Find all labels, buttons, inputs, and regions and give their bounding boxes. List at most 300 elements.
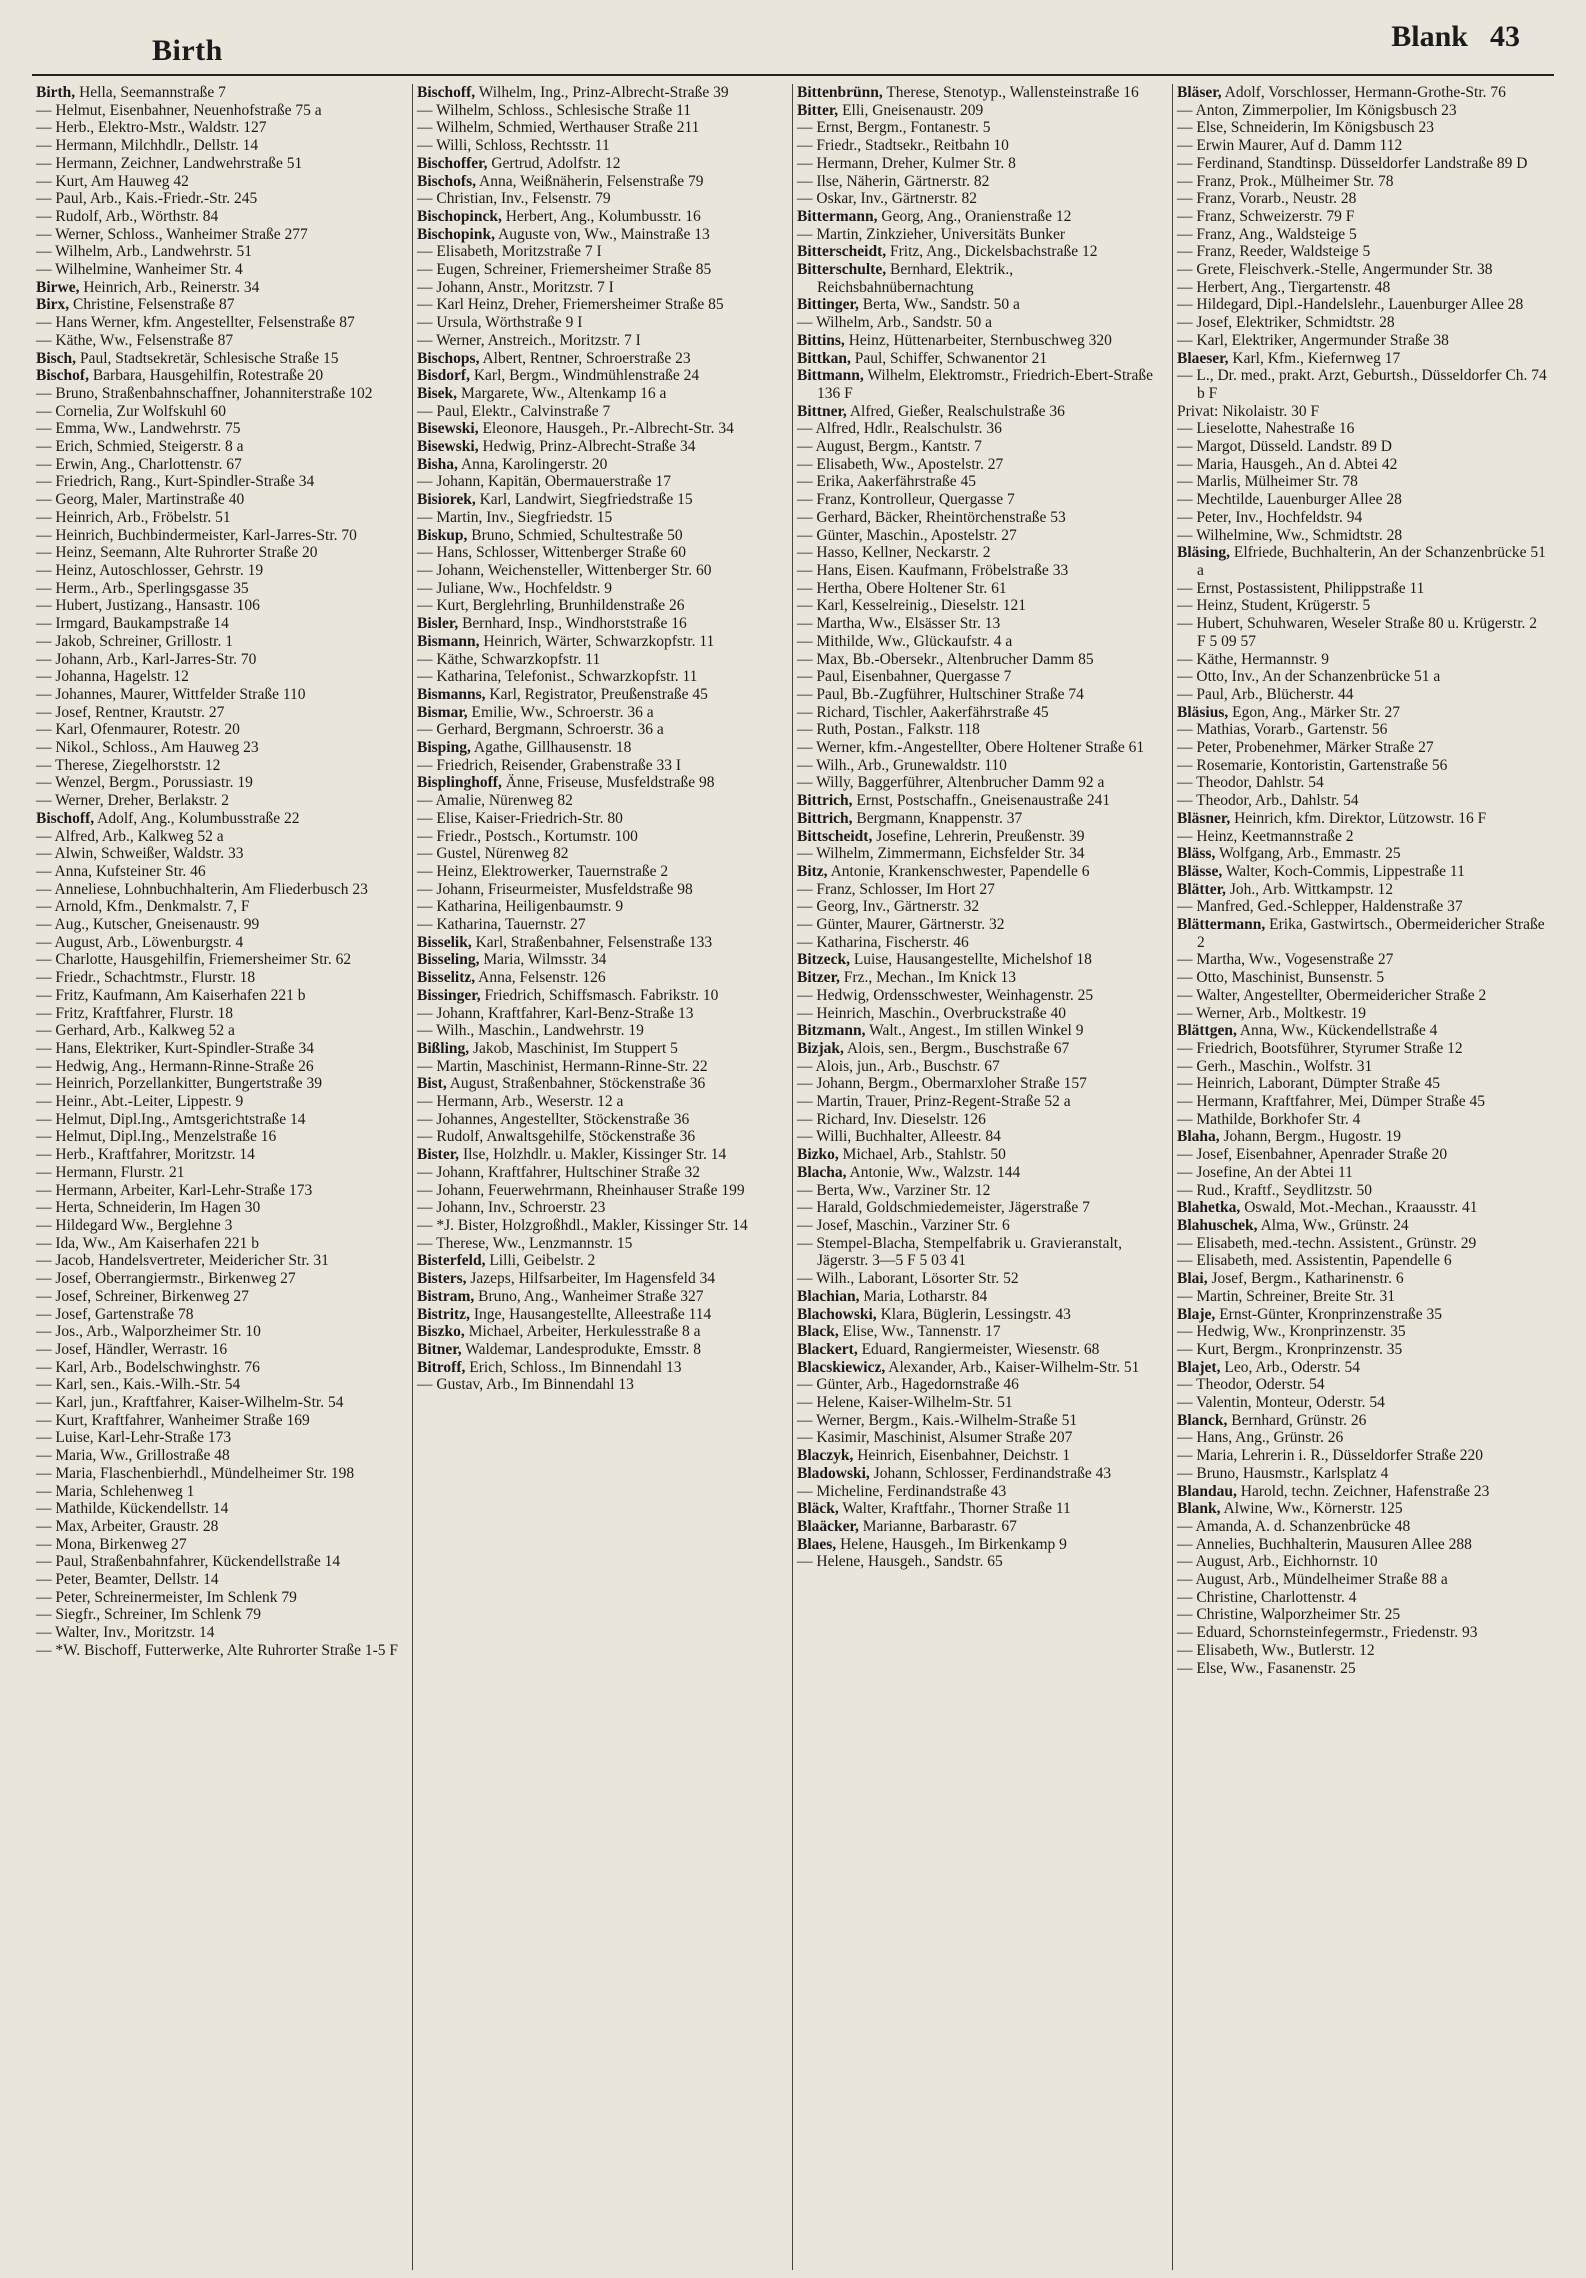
directory-entry: [797, 1447, 1168, 1465]
entry-text: Karl, Straßenbahner, Felsenstraße 133: [471, 933, 713, 951]
entry-text: — Marlis, Mülheimer Str. 78: [1177, 473, 1358, 491]
directory-subentry: [36, 1217, 408, 1235]
directory-subentry: [36, 845, 408, 863]
entry-text: Michael, Arbeiter, Herkulesstraße 8 a: [464, 1323, 701, 1341]
surname: Bistram,: [417, 1287, 475, 1305]
entry-text: Johann, Schlosser, Ferdinandstraße 43: [869, 1464, 1112, 1482]
directory-subentry: [36, 1553, 408, 1571]
directory-entry: [417, 1288, 788, 1306]
entry-text: — Alois, jun., Arb., Buschstr. 67: [797, 1057, 1000, 1075]
directory-subentry: [417, 828, 788, 846]
directory-subentry: [36, 633, 408, 651]
entry-text: — Maria, Flaschenbierhdl., Mündelheimer Str. 198: [36, 1464, 355, 1482]
directory-subentry: [1177, 757, 1548, 775]
entry-text: — Erwin Maurer, Auf d. Damm 112: [1177, 137, 1403, 155]
entry-text: — Johann, Bergm., Obermarxloher Straße 157: [797, 1075, 1087, 1093]
entry-text: — Aug., Kutscher, Gneisenaustr. 99: [36, 916, 260, 934]
directory-subentry: [797, 1199, 1168, 1217]
surname: Bisplinghoff,: [417, 774, 502, 792]
surname: Bisek,: [417, 384, 458, 402]
directory-subentry: [797, 934, 1168, 952]
entry-text: — Werner, Dreher, Berlakstr. 2: [36, 792, 230, 810]
directory-subentry: [36, 898, 408, 916]
entry-text: Alma, Ww., Grünstr. 24: [1257, 1217, 1409, 1234]
directory-entry: [797, 367, 1168, 402]
entry-text: Christine, Felsenstraße 87: [69, 296, 235, 314]
directory-subentry: [417, 651, 788, 669]
directory-subentry: [36, 562, 408, 580]
entry-text: — Johannes, Maurer, Wittfelder Straße 110: [36, 685, 306, 703]
entry-text: Hella, Seemannstraße 7: [75, 84, 226, 101]
directory-entry: [417, 987, 788, 1005]
surname: Bischofs,: [417, 172, 476, 190]
directory-subentry: [36, 828, 408, 846]
entry-text: — Alfred, Arb., Kalkweg 52 a: [36, 827, 224, 845]
entry-text: — Willy, Baggerführer, Altenbrucher Damm 92 a: [797, 774, 1105, 792]
surname: Bizjak,: [797, 1039, 844, 1057]
directory-subentry: [1177, 1040, 1548, 1058]
entry-text: — Josef, Eisenbahner, Apenrader Straße 20: [1177, 1146, 1448, 1164]
directory-subentry: [1177, 243, 1548, 261]
directory-subentry: [36, 173, 408, 191]
directory-subentry: [1177, 1323, 1548, 1341]
directory-subentry: [1177, 1376, 1548, 1394]
entry-text: Ernst, Postschaffn., Gneisenaustraße 241: [852, 792, 1111, 810]
entry-text: — Maria, Schlehenweg 1: [36, 1482, 195, 1500]
surname: Bitterschulte,: [797, 261, 887, 279]
directory-subentry: [797, 757, 1168, 775]
directory-entry: [417, 633, 788, 651]
entry-text: Jazeps, Hilfsarbeiter, Im Hagensfeld 34: [466, 1270, 716, 1288]
entry-text: — Mathilde, Kückendellstr. 14: [36, 1500, 229, 1518]
entry-text: — Josef, Elektriker, Schmidtstr. 28: [1177, 314, 1395, 332]
surname: Bisch,: [36, 349, 77, 367]
column-2: [412, 84, 792, 2270]
entry-text: Wolfgang, Arb., Emmastr. 25: [1215, 845, 1401, 863]
surname: Blaha,: [1177, 1128, 1220, 1146]
entry-text: — Siegfr., Schreiner, Im Schlenk 79: [36, 1606, 261, 1624]
entry-text: Bruno, Ang., Wanheimer Straße 327: [474, 1287, 704, 1305]
surname: Blahetka,: [1177, 1199, 1241, 1217]
entry-text: — Richard, Tischler, Aakerfährstraße 45: [797, 703, 1049, 721]
directory-subentry: [417, 190, 788, 208]
directory-subentry: [797, 686, 1168, 704]
entry-text: — *J. Bister, Holzgroßhdl., Makler, Kissinger Str. 14: [417, 1217, 748, 1234]
entry-text: — Franz, Prok., Mülheimer Str. 78: [1177, 172, 1394, 190]
directory-entry: [797, 792, 1168, 810]
directory-entry: [1177, 863, 1548, 881]
entry-text: — Wilh., Maschin., Landwehrstr. 19: [417, 1022, 644, 1040]
entry-text: — Josef, Rentner, Krautstr. 27: [36, 703, 225, 721]
directory-subentry: [797, 1128, 1168, 1146]
directory-subentry: [1177, 527, 1548, 545]
directory-subentry: [1177, 1005, 1548, 1023]
entry-text: — Max, Arbeiter, Graustr. 28: [36, 1517, 219, 1535]
entry-text: — Peter, Schreinermeister, Im Schlenk 79: [36, 1588, 297, 1606]
entry-text: August, Straßenbahner, Stöckenstraße 36: [446, 1075, 706, 1093]
entry-text: — Kasimir, Maschinist, Alsumer Straße 207: [797, 1429, 1073, 1447]
directory-entry: [417, 527, 788, 545]
entry-text: — Johann, Kraftfahrer, Hultschiner Straße 32: [417, 1163, 701, 1181]
entry-text: — Friedr., Schachtmstr., Flurstr. 18: [36, 969, 256, 987]
directory-entry: [417, 1252, 788, 1270]
directory-subentry: [417, 562, 788, 580]
directory-subentry: [797, 1270, 1168, 1288]
entry-text: — Helene, Kaiser-Wilhelm-Str. 51: [797, 1394, 1013, 1412]
entry-text: — Else, Schneiderin, Im Königsbusch 23: [1177, 119, 1435, 137]
directory-subentry: [36, 1164, 408, 1182]
entry-text: — Alwin, Schweißer, Waldstr. 33: [36, 845, 244, 863]
directory-entry: [797, 1536, 1168, 1554]
directory-subentry: [1177, 1146, 1548, 1164]
entry-text: — Werner, Bergm., Kais.-Wilhelm-Straße 51: [797, 1411, 1078, 1429]
directory-entry: [797, 1164, 1168, 1182]
entry-text: — August, Arb., Löwenburgstr. 4: [36, 933, 244, 951]
directory-subentry: [1177, 828, 1548, 846]
entry-text: — Hermann, Milchhdlr., Dellstr. 14: [36, 137, 259, 155]
directory-subentry: [417, 279, 788, 297]
directory-entry: [36, 810, 408, 828]
entry-text: — Anneliese, Lohnbuchhalterin, Am Fliederbusch 23: [36, 880, 368, 898]
directory-subentry: [36, 385, 408, 403]
entry-text: — Anna, Kufsteiner Str. 46: [36, 862, 206, 880]
entry-text: — Günter, Maschin., Apostelstr. 27: [797, 526, 1017, 544]
directory-subentry: [417, 1093, 788, 1111]
entry-text: — Amanda, A. d. Schanzenbrücke 48: [1177, 1517, 1411, 1535]
entry-text: — *W. Bischoff, Futterwerke, Alte Ruhrorter Straße 1-5 F: [36, 1641, 399, 1659]
entry-text: — Katharina, Heiligenbaumstr. 9: [417, 898, 624, 916]
entry-text: — Josef, Oberrangiermstr., Birkenweg 27: [36, 1270, 296, 1288]
entry-text: — Wilh., Arb., Grunewaldstr. 110: [797, 756, 1007, 774]
directory-subentry: [1177, 473, 1548, 491]
entry-text: — Otto, Inv., An der Schanzenbrücke 51 a: [1177, 668, 1441, 686]
entry-text: — Karl, Ofenmaurer, Rotestr. 20: [36, 721, 240, 739]
entry-text: — Käthe, Hermannstr. 9: [1177, 650, 1329, 668]
directory-entry: [797, 350, 1168, 368]
entry-text: — Herbert, Ang., Tiergartenstr. 48: [1177, 278, 1391, 296]
directory-entry: [797, 1465, 1168, 1483]
directory-subentry: [36, 1022, 408, 1040]
directory-subentry: [797, 491, 1168, 509]
entry-text: — Peter, Beamter, Dellstr. 14: [36, 1571, 219, 1589]
directory-subentry: [1177, 137, 1548, 155]
directory-subentry: [797, 314, 1168, 332]
surname: Bischoffer,: [417, 154, 488, 172]
directory-subentry: [1177, 615, 1548, 650]
entry-text: — Jos., Arb., Walporzheimer Str. 10: [36, 1323, 261, 1341]
directory-subentry: [1177, 367, 1548, 402]
entry-text: — Annelies, Buchhalterin, Mausuren Allee 288: [1177, 1535, 1472, 1553]
entry-text: — Mechtilde, Lauenburger Allee 28: [1177, 491, 1402, 509]
directory-subentry: [1177, 580, 1548, 598]
entry-text: Karl, Kfm., Kiefernweg 17: [1228, 349, 1401, 367]
surname: Bitz,: [797, 862, 828, 880]
surname: Blaäcker,: [797, 1517, 859, 1535]
entry-text: — Mathilde, Borkhofer Str. 4: [1177, 1110, 1361, 1128]
entry-text: — Ferdinand, Standtinsp. Düsseldorfer Landstraße 89 D: [1177, 154, 1528, 172]
directory-entry: [36, 84, 408, 102]
directory-entry: [417, 1146, 788, 1164]
directory-subentry: [1177, 1660, 1548, 1678]
entry-text: Lilli, Geibelstr. 2: [485, 1252, 596, 1270]
entry-text: — Hubert, Schuhwaren, Weseler Straße 80 u. Krügerstr. 2 F 5 09 57: [1177, 615, 1538, 650]
directory-subentry: [36, 1199, 408, 1217]
surname: Blaes,: [797, 1535, 837, 1553]
entry-text: — Willi, Schloss, Rechtsstr. 11: [417, 137, 610, 155]
directory-subentry: [1177, 119, 1548, 137]
entry-text: Waldemar, Landesprodukte, Emsstr. 8: [461, 1340, 701, 1358]
entry-text: — Heinrich, Arb., Fröbelstr. 51: [36, 508, 231, 526]
directory-entry: [417, 367, 788, 385]
surname: Birx,: [36, 296, 70, 314]
directory-subentry: [36, 190, 408, 208]
entry-text: — Hans, Elektriker, Kurt-Spindler-Straße 34: [36, 1039, 315, 1057]
entry-text: Anna, Ww., Kückendellstraße 4: [1236, 1022, 1438, 1040]
directory-subentry: [1177, 1553, 1548, 1571]
directory-entry: [797, 1323, 1168, 1341]
entry-text: Herbert, Ang., Kolumbusstr. 16: [501, 207, 701, 225]
entry-text: — Johann, Friseurmeister, Musfeldstraße 98: [417, 880, 693, 898]
surname: Bissinger,: [417, 986, 481, 1004]
entry-text: Albert, Rentner, Schroerstraße 23: [479, 349, 691, 367]
entry-text: — Herb., Kraftfahrer, Moritzstr. 14: [36, 1146, 255, 1164]
surname: Bittins,: [797, 331, 845, 349]
directory-entry: [1177, 916, 1548, 951]
surname: Blaeser,: [1177, 349, 1229, 367]
directory-subentry: [36, 704, 408, 722]
entry-text: — Peter, Probenehmer, Märker Straße 27: [1177, 739, 1434, 757]
directory-subentry: [1177, 1571, 1548, 1589]
entry-text: Johann, Bergm., Hugostr. 19: [1219, 1128, 1402, 1146]
directory-subentry: [36, 1483, 408, 1501]
directory-entry: [417, 1270, 788, 1288]
directory-subentry: [417, 1182, 788, 1200]
entry-text: Josefine, Lehrerin, Preußenstr. 39: [872, 827, 1085, 845]
directory-subentry: [1177, 898, 1548, 916]
directory-entry: [797, 1288, 1168, 1306]
entry-text: — Elisabeth, med.-techn. Assistent., Grünstr. 29: [1177, 1234, 1477, 1252]
surname: Bittenbrünn,: [797, 84, 883, 101]
directory-subentry: [36, 916, 408, 934]
entry-text: — Manfred, Ged.-Schlepper, Haldenstraße 37: [1177, 898, 1463, 916]
directory-subentry: [417, 757, 788, 775]
directory-subentry: [797, 456, 1168, 474]
directory-subentry: [1177, 102, 1548, 120]
entry-text: — Hasso, Kellner, Neckarstr. 2: [797, 544, 991, 562]
surname: Blai,: [1177, 1270, 1208, 1288]
directory-subentry: [417, 792, 788, 810]
surname: Blank,: [1177, 1500, 1221, 1518]
directory-subentry: [1177, 1447, 1548, 1465]
surname: Bischops,: [417, 349, 480, 367]
entry-text: — Georg, Inv., Gärtnerstr. 32: [797, 898, 980, 916]
directory-subentry: [36, 438, 408, 456]
entry-text: Inge, Hausangestellte, Alleestraße 114: [469, 1305, 712, 1323]
entry-text: — Berta, Ww., Varziner Str. 12: [797, 1181, 991, 1199]
directory-subentry: [36, 456, 408, 474]
directory-subentry: [417, 509, 788, 527]
directory-entry: [797, 1518, 1168, 1536]
surname: Bisler,: [417, 615, 459, 633]
directory-subentry: [1177, 314, 1548, 332]
directory-subentry: [36, 509, 408, 527]
directory-subentry: [417, 403, 788, 421]
surname: Blanck,: [1177, 1411, 1228, 1429]
surname: Bläsner,: [1177, 809, 1231, 827]
entry-text: Bernhard, Insp., Windhorststraße 16: [458, 615, 687, 633]
directory-subentry: [797, 1217, 1168, 1235]
entry-text: Walt., Angest., Im stillen Winkel 9: [865, 1022, 1084, 1040]
directory-entry: [1177, 544, 1548, 579]
surname: Bisseling,: [417, 951, 480, 969]
directory-subentry: [36, 1359, 408, 1377]
entry-text: — Hertha, Obere Holtener Str. 61: [797, 579, 1007, 597]
directory-subentry: [417, 544, 788, 562]
directory-subentry: [417, 863, 788, 881]
directory-subentry: [36, 1146, 408, 1164]
entry-text: — Katharina, Telefonist., Schwarzkopfstr. 11: [417, 668, 698, 686]
surname: Bister,: [417, 1146, 460, 1164]
directory-subentry: [417, 580, 788, 598]
entry-text: — Josef, Händler, Werrastr. 16: [36, 1340, 228, 1358]
directory-entry: [417, 155, 788, 173]
surname: Bisters,: [417, 1270, 467, 1288]
surname: Blandau,: [1177, 1482, 1237, 1500]
directory-subentry: [1177, 1589, 1548, 1607]
surname: Birth,: [36, 84, 76, 101]
directory-subentry: [36, 739, 408, 757]
surname: Bisiorek,: [417, 491, 476, 509]
entry-text: — Nikol., Schloss., Am Hauweg 23: [36, 739, 259, 757]
entry-text: — Wenzel, Bergm., Porussiastr. 19: [36, 774, 253, 792]
entry-text: Klara, Büglerin, Lessingstr. 43: [876, 1305, 1071, 1323]
directory-entry: [417, 173, 788, 191]
entry-text: — Wilhelm, Schloss., Schlesische Straße 11: [417, 101, 692, 119]
directory-subentry: [1177, 792, 1548, 810]
surname: Biszko,: [417, 1323, 465, 1341]
directory-entry: [417, 615, 788, 633]
entry-text: — Maria, Hausgeh., An d. Abtei 42: [1177, 455, 1398, 473]
directory-subentry: [797, 580, 1168, 598]
entry-text: — Heinz, Seemann, Alte Ruhrorter Straße 20: [36, 544, 318, 562]
directory-entry: [797, 1022, 1168, 1040]
surname: Bischoff,: [36, 809, 95, 827]
entry-text: — Fritz, Kraftfahrer, Flurstr. 18: [36, 1004, 233, 1022]
directory-subentry: [36, 597, 408, 615]
entry-text: — Gerhard, Bäcker, Rheintörchenstraße 53: [797, 508, 1066, 526]
directory-entry: [36, 279, 408, 297]
entry-text: — Hermann, Arbeiter, Karl-Lehr-Straße 173: [36, 1181, 313, 1199]
directory-subentry: [36, 102, 408, 120]
entry-text: — Martin, Schreiner, Breite Str. 31: [1177, 1287, 1396, 1305]
entry-text: Friedrich, Schiffsmasch. Fabrikstr. 10: [480, 986, 719, 1004]
directory-entry: [1177, 1500, 1548, 1518]
directory-subentry: [1177, 1606, 1548, 1624]
directory-subentry: [417, 881, 788, 899]
directory-subentry: [797, 1429, 1168, 1447]
surname: Bittinger,: [797, 296, 859, 314]
directory-subentry: [417, 473, 788, 491]
directory-subentry: [36, 1235, 408, 1253]
column-1: [32, 84, 412, 2270]
entry-text: — Heinrich, Buchbindermeister, Karl-Jarres-Str. 70: [36, 526, 357, 544]
entry-text: — Wilhelm, Schmied, Werthauser Straße 211: [417, 119, 700, 137]
entry-text: Heinrich, Eisenbahner, Deichstr. 1: [853, 1447, 1071, 1465]
directory-entry: [417, 969, 788, 987]
directory-subentry: [36, 1376, 408, 1394]
surname: Bisha,: [417, 455, 458, 473]
header-rule: [32, 74, 1554, 76]
surname: Bizko,: [797, 1146, 839, 1164]
entry-text: Maria, Lotharstr. 84: [859, 1287, 988, 1305]
directory-subentry: [797, 1093, 1168, 1111]
entry-text: Margarete, Ww., Altenkamp 16 a: [457, 384, 667, 402]
directory-entry: [417, 1359, 788, 1377]
directory-subentry: [797, 1182, 1168, 1200]
entry-text: — Eugen, Schreiner, Friemersheimer Straße 85: [417, 261, 712, 279]
surname: Blaczyk,: [797, 1447, 854, 1465]
directory-subentry: [797, 651, 1168, 669]
entry-text: — August, Arb., Mündelheimer Straße 88 a: [1177, 1571, 1448, 1589]
entry-text: — Herb., Elektro-Mstr., Waldstr. 127: [36, 119, 267, 137]
directory-subentry: [417, 845, 788, 863]
entry-text: — Franz, Vorarb., Neustr. 28: [1177, 190, 1357, 208]
entry-text: — Amalie, Nürenweg 82: [417, 792, 573, 810]
entry-text: Helene, Hausgeh., Im Birkenkamp 9: [836, 1535, 1067, 1553]
directory-subentry: [417, 102, 788, 120]
entry-text: — Hedwig, Ordensschwester, Weinhagenstr. 25: [797, 986, 1094, 1004]
surname: Bischof,: [36, 367, 89, 385]
entry-text: — Martin, Maschinist, Hermann-Rinne-Str. 22: [417, 1057, 708, 1075]
entry-text: Bernhard, Elektrik., Reichsbahnübernachtung: [817, 261, 1014, 296]
directory-subentry: [1177, 987, 1548, 1005]
entry-text: — Maria, Ww., Grillostraße 48: [36, 1447, 230, 1465]
directory-subentry: [417, 332, 788, 350]
entry-text: — Käthe, Schwarzkopfstr. 11: [417, 650, 601, 668]
entry-text: — Helene, Hausgeh., Sandstr. 65: [797, 1553, 1003, 1571]
entry-text: — Franz, Ang., Waldsteige 5: [1177, 225, 1357, 243]
entry-text: Therese, Stenotyp., Wallensteinstraße 16: [882, 84, 1139, 101]
entry-text: — Hermann, Kraftfahrer, Mei, Dümper Straße 45: [1177, 1093, 1485, 1111]
directory-subentry: [797, 137, 1168, 155]
entry-text: Antonie, Ww., Walzstr. 144: [846, 1163, 1021, 1181]
directory-subentry: [417, 261, 788, 279]
directory-subentry: [1177, 1058, 1548, 1076]
directory-subentry: [36, 1306, 408, 1324]
surname: Bischopink,: [417, 225, 495, 243]
entry-text: — Grete, Fleischverk.-Stelle, Angermunder Str. 38: [1177, 261, 1493, 279]
surname: Bismar,: [417, 703, 468, 721]
directory-subentry: [36, 1128, 408, 1146]
directory-subentry: [417, 119, 788, 137]
entry-text: — Gerhard, Arb., Kalkweg 52 a: [36, 1022, 235, 1040]
directory-subentry: [36, 792, 408, 810]
entry-text: Anna, Weißnäherin, Felsenstraße 79: [476, 172, 704, 190]
directory-entry: [1177, 1306, 1548, 1324]
directory-subentry: [1177, 1182, 1548, 1200]
directory-subentry: [1177, 1624, 1548, 1642]
directory-subentry: [36, 863, 408, 881]
entry-text: — Wilhelm, Arb., Sandstr. 50 a: [797, 314, 992, 332]
entry-text: — Franz, Kontrolleur, Quergasse 7: [797, 491, 1015, 509]
surname: Bittner,: [797, 402, 847, 420]
entry-text: — Hans, Ang., Grünstr. 26: [1177, 1429, 1344, 1447]
entry-text: Egon, Ang., Märker Str. 27: [1228, 703, 1401, 721]
entry-text: — Alfred, Hdlr., Realschulstr. 36: [797, 420, 1002, 438]
entry-text: — Christine, Walporzheimer Str. 25: [1177, 1606, 1401, 1624]
entry-text: — Theodor, Arb., Dahlstr. 54: [1177, 792, 1359, 810]
page-number: 43: [1490, 20, 1520, 53]
